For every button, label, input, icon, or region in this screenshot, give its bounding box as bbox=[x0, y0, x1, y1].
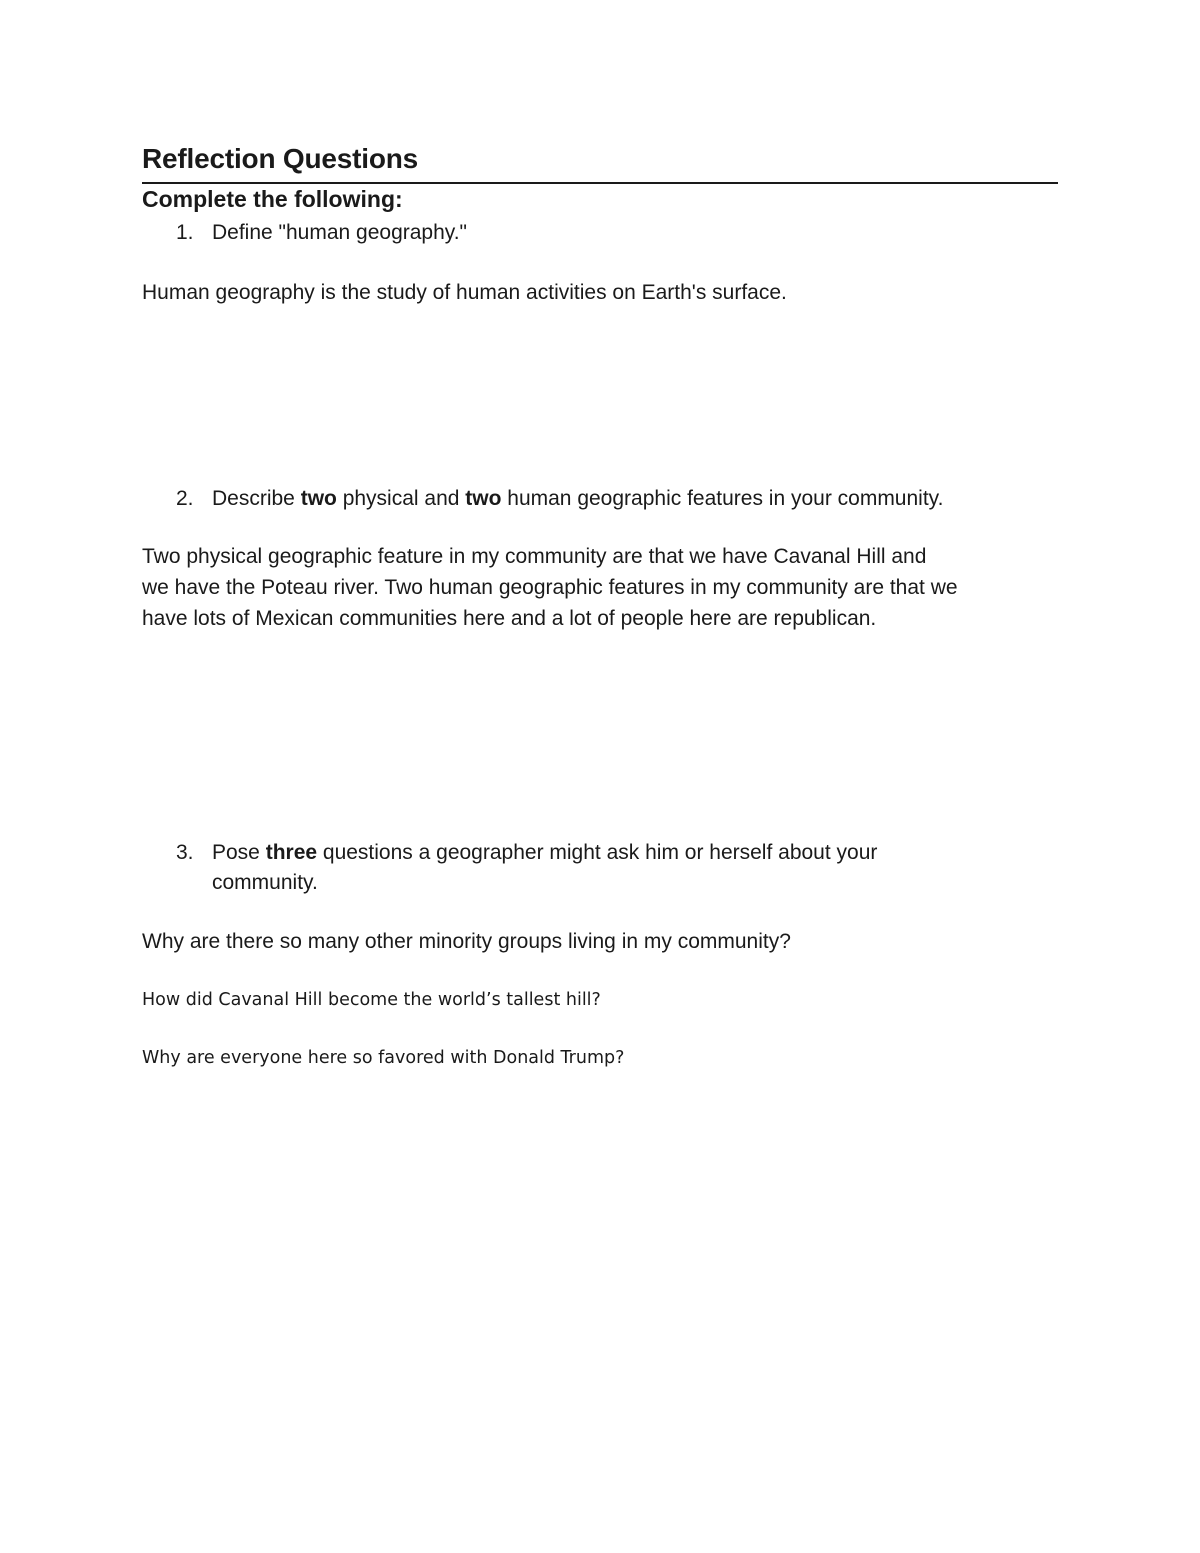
question-2-part-5: human geographic features in your community. bbox=[501, 487, 944, 510]
answer-3-item-3: Why are everyone here so favored with Donald Trump? bbox=[142, 1048, 625, 1068]
question-3-emphasis: three bbox=[265, 841, 318, 864]
question-2-part-1: Describe bbox=[212, 487, 301, 510]
answer-2 bbox=[142, 541, 1072, 634]
section-subtitle: Complete the following: bbox=[142, 186, 403, 212]
question-2-part-3: physical and bbox=[336, 487, 466, 510]
question-1-text: Define "human geography." bbox=[212, 221, 468, 244]
question-3-text-line-2: community. bbox=[212, 871, 318, 894]
page-title: Reflection Questions bbox=[142, 143, 419, 174]
answer-3-item-1: Why are there so many other minority groups living in my community? bbox=[142, 930, 791, 953]
answer-2-line-1: Two physical geographic feature in my community are that we have Cavanal Hill and bbox=[142, 545, 927, 568]
question-2-emphasis-2: two bbox=[465, 487, 502, 510]
question-2-emphasis-1: two bbox=[300, 487, 337, 510]
question-3-part-1: Pose bbox=[212, 841, 266, 864]
question-3-text bbox=[212, 841, 877, 865]
question-3-number: 3. bbox=[176, 841, 194, 864]
title-divider bbox=[142, 182, 1058, 184]
answer-2-line-3: have lots of Mexican communities here and a lot of people here are republican. bbox=[142, 607, 877, 630]
answer-2-line-2: we have the Poteau river. Two human geographic features in my community are that we bbox=[142, 576, 958, 599]
question-2-text bbox=[212, 487, 943, 511]
question-3-part-3: questions a geographer might ask him or herself about your bbox=[317, 841, 878, 864]
answer-3-item-2: How did Cavanal Hill become the world’s tallest hill? bbox=[142, 990, 601, 1010]
question-2-number: 2. bbox=[176, 487, 194, 510]
answer-1: Human geography is the study of human activities on Earth's surface. bbox=[142, 281, 787, 304]
question-1-number: 1. bbox=[176, 221, 194, 244]
